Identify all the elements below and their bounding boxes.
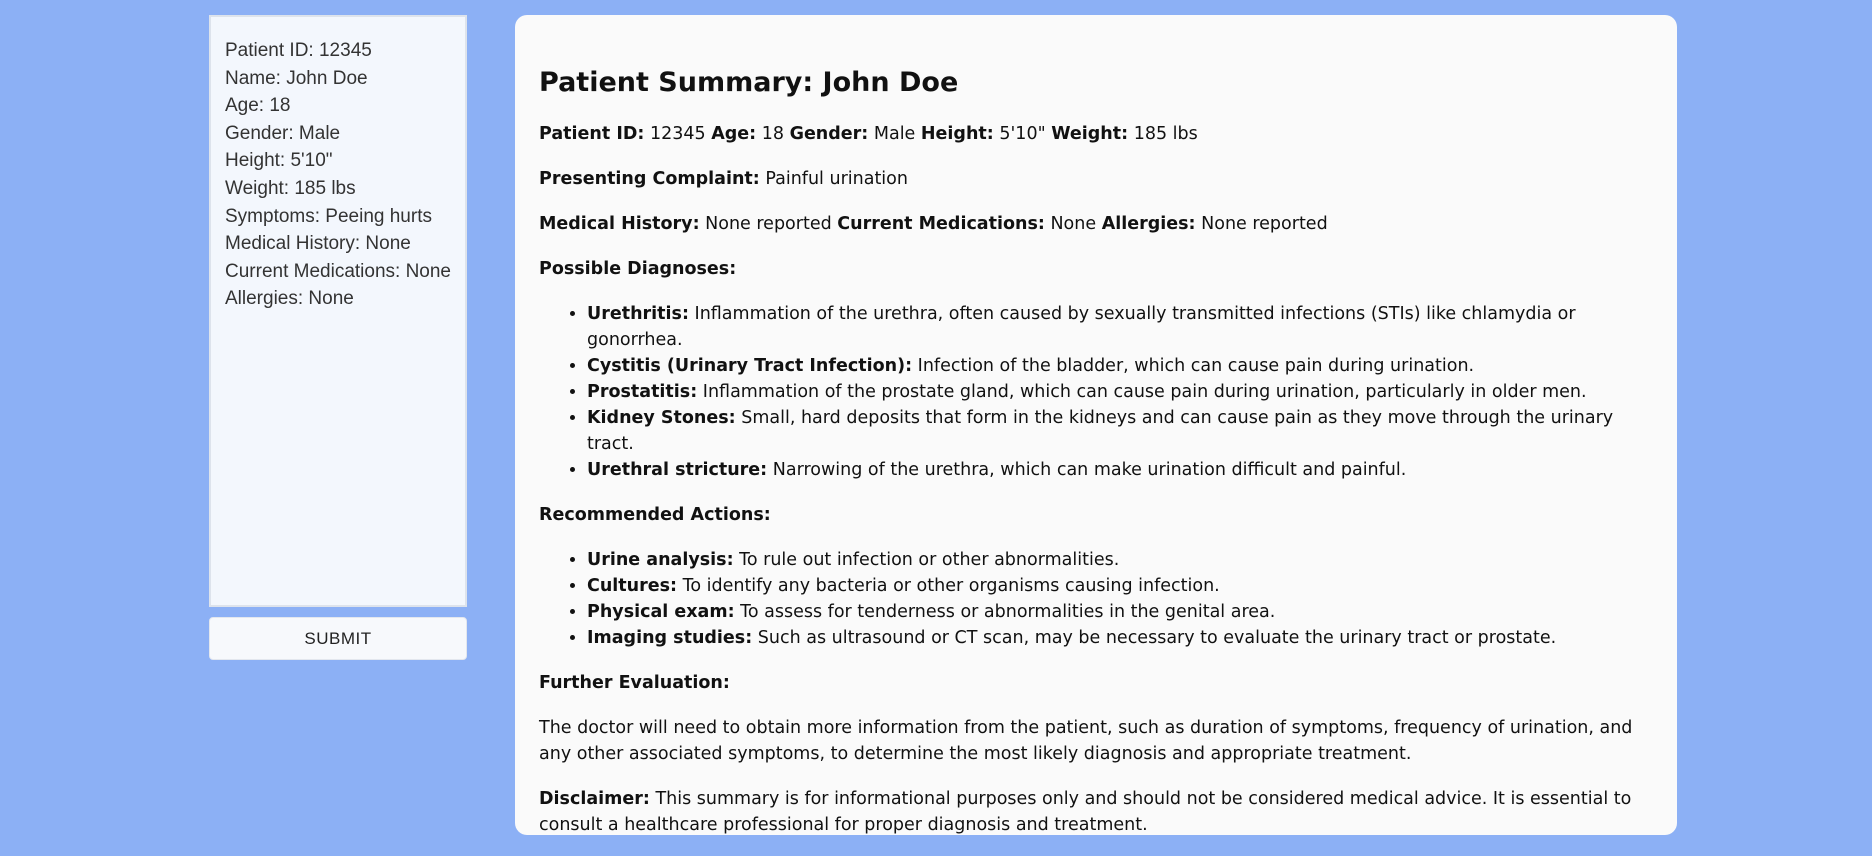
action-desc: To identify any bacteria or other organisms causing infection. xyxy=(682,576,1220,596)
action-term: Cultures: xyxy=(587,576,678,596)
diagnoses-list xyxy=(539,301,1653,483)
disclaimer xyxy=(539,786,1653,838)
actions-heading-text: Recommended Actions: xyxy=(539,505,771,525)
list-item xyxy=(587,301,1653,353)
submit-button[interactable]: SUBMIT xyxy=(209,617,467,660)
patient-id-label: Patient ID: xyxy=(539,124,645,144)
diagnoses-heading-text: Possible Diagnoses: xyxy=(539,259,737,279)
list-item xyxy=(587,573,1653,599)
diagnosis-term: Urethral stricture: xyxy=(587,460,768,480)
history-label: Medical History: xyxy=(539,214,700,234)
allergies-label: Allergies: xyxy=(1101,214,1196,234)
summary-title: Patient Summary: John Doe xyxy=(539,67,959,98)
further-text: The doctor will need to obtain more information from the patient, such as duration of symptoms, frequency of urination, and any other associated symptoms, to determine the most likely diagnosis and appropriate treatment. xyxy=(539,718,1633,764)
patient-info-textarea[interactable]: Patient ID: 12345 Name: John Doe Age: 18 Gender: Male Height: 5'10" Weight: 185 lbs Symptoms: Peeing hurts Medical History: None Current Medications: None Allergies: None xyxy=(209,15,467,607)
action-term: Physical exam: xyxy=(587,602,735,622)
action-desc: To assess for tenderness or abnormalities in the genital area. xyxy=(740,602,1276,622)
presenting-complaint xyxy=(539,166,1653,192)
list-item xyxy=(587,599,1653,625)
list-item xyxy=(587,379,1653,405)
action-desc: Such as ultrasound or CT scan, may be necessary to evaluate the urinary tract or prostate. xyxy=(757,628,1557,648)
age-value: 18 xyxy=(761,124,784,144)
list-item xyxy=(587,547,1653,573)
medications-label: Current Medications: xyxy=(837,214,1045,234)
list-item xyxy=(587,405,1653,457)
actions-list xyxy=(539,547,1653,651)
weight-value: 185 lbs xyxy=(1133,124,1198,144)
action-term: Urine analysis: xyxy=(587,550,734,570)
diagnosis-term: Kidney Stones: xyxy=(587,408,736,428)
summary-panel xyxy=(515,15,1677,835)
gender-value: Male xyxy=(873,124,916,144)
complaint-label: Presenting Complaint: xyxy=(539,169,760,189)
history-value: None reported xyxy=(705,214,832,234)
diagnosis-desc: Inflammation of the prostate gland, which can cause pain during urination, particularly in older men. xyxy=(702,382,1587,402)
allergies-value: None reported xyxy=(1201,214,1328,234)
height-label: Height: xyxy=(920,124,994,144)
diagnosis-desc: Narrowing of the urethra, which can make urination difficult and painful. xyxy=(772,460,1407,480)
diagnoses-heading xyxy=(539,256,1653,282)
actions-heading xyxy=(539,502,1653,528)
gender-label: Gender: xyxy=(789,124,869,144)
list-item xyxy=(587,353,1653,379)
disclaimer-label: Disclaimer: xyxy=(539,789,650,809)
action-desc: To rule out infection or other abnormalities. xyxy=(739,550,1120,570)
medical-history xyxy=(539,211,1653,237)
diagnosis-desc: Small, hard deposits that form in the kidneys and can cause pain as they move through the urinary tract. xyxy=(587,408,1614,454)
list-item xyxy=(587,457,1653,483)
diagnosis-term: Prostatitis: xyxy=(587,382,698,402)
age-label: Age: xyxy=(711,124,757,144)
medications-value: None xyxy=(1050,214,1097,234)
diagnosis-term: Urethritis: xyxy=(587,304,689,324)
list-item xyxy=(587,625,1653,651)
height-value: 5'10" xyxy=(999,124,1046,144)
diagnosis-term: Cystitis (Urinary Tract Infection): xyxy=(587,356,913,376)
action-term: Imaging studies: xyxy=(587,628,753,648)
weight-label: Weight: xyxy=(1051,124,1129,144)
input-column xyxy=(209,15,467,660)
disclaimer-text: This summary is for informational purposes only and should not be considered medical advice. It is essential to consult a healthcare professional for proper diagnosis and treatment. xyxy=(539,789,1632,835)
further-heading-text: Further Evaluation: xyxy=(539,673,730,693)
further-heading xyxy=(539,670,1653,696)
diagnosis-desc: Infection of the bladder, which can cause pain during urination. xyxy=(917,356,1475,376)
patient-basics xyxy=(539,121,1653,147)
complaint-value: Painful urination xyxy=(765,169,908,189)
diagnosis-desc: Inflammation of the urethra, often caused by sexually transmitted infections (STIs) like chlamydia or gonorrhea. xyxy=(587,304,1576,350)
patient-id-value: 12345 xyxy=(649,124,706,144)
